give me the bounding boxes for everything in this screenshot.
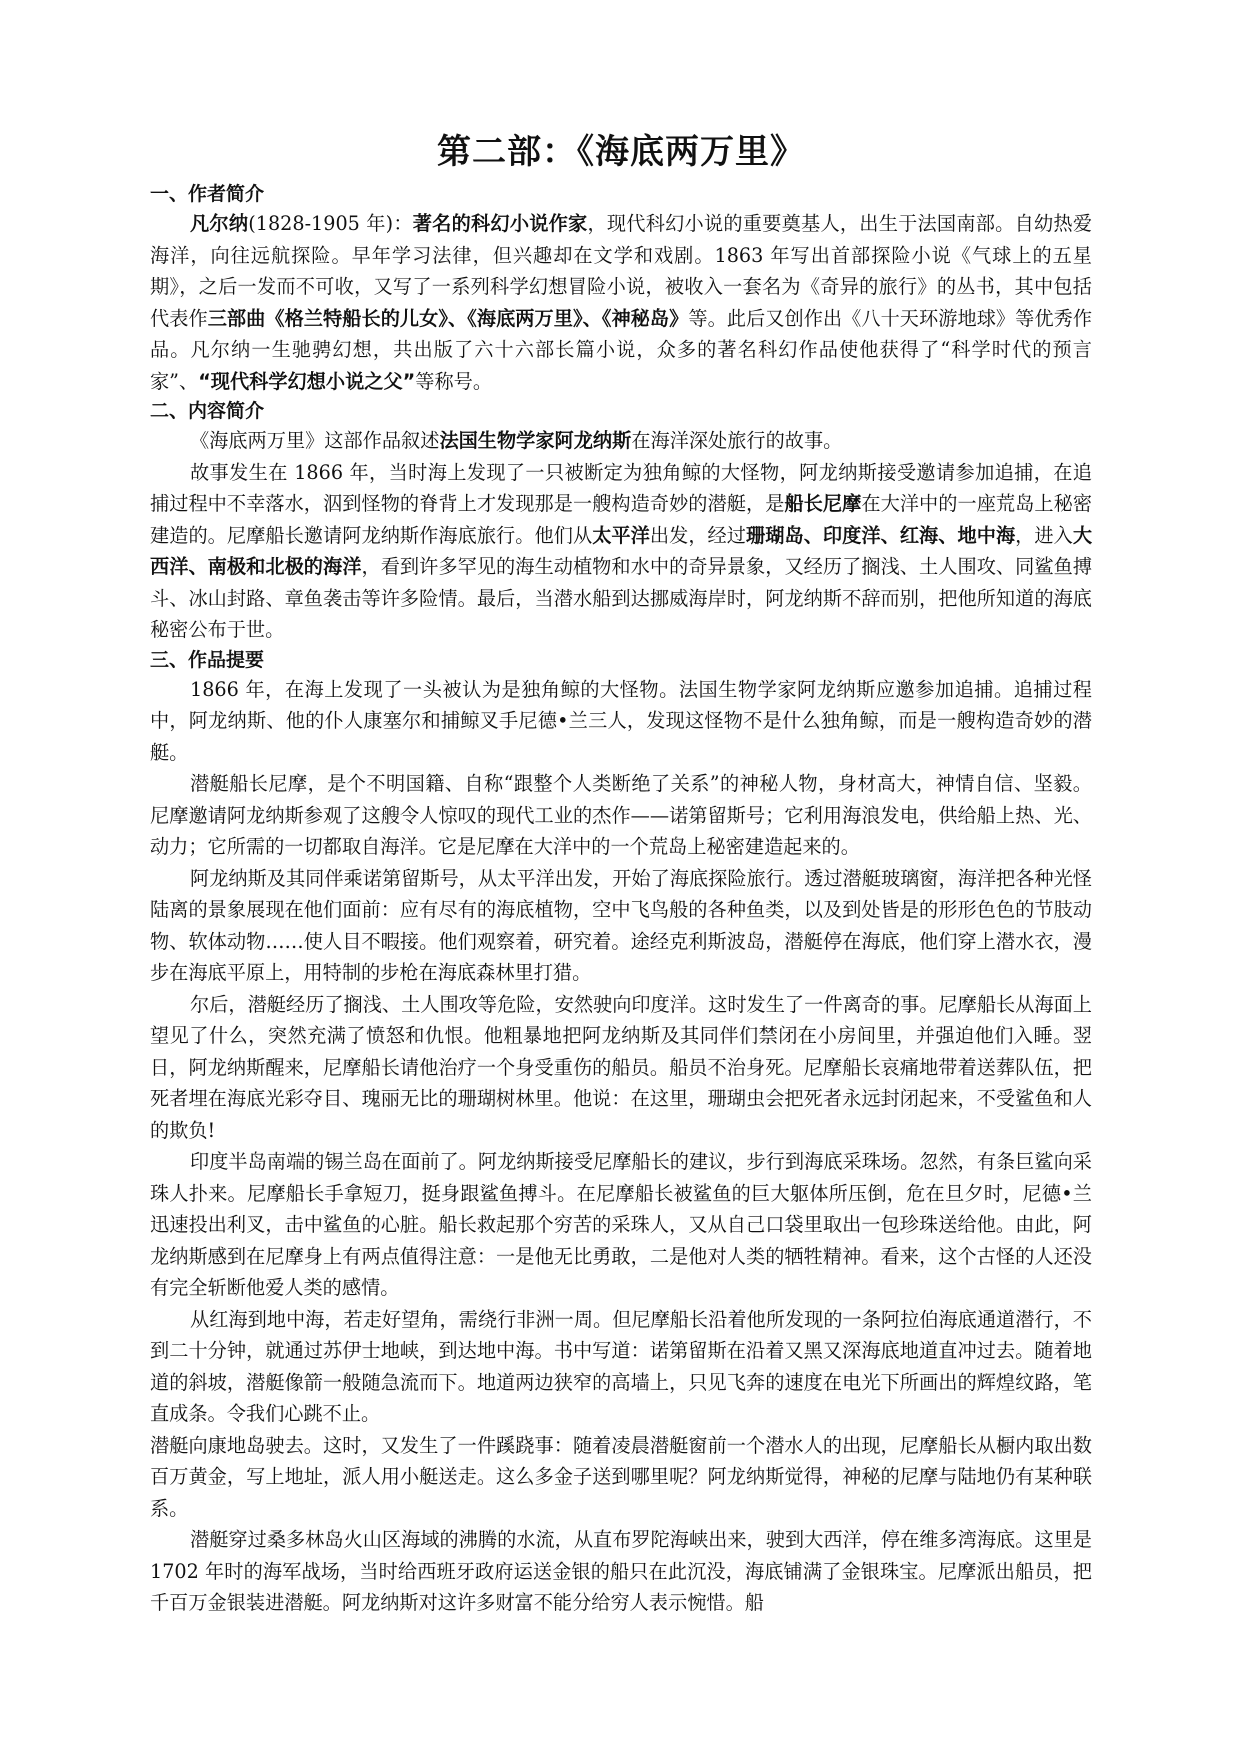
section-heading: 一、作者简介 (150, 183, 265, 205)
text-run: 《海底两万里》这部作品叙述 (190, 429, 440, 452)
text-run: 在海洋深处旅行的故事。 (631, 429, 843, 452)
paragraph (150, 425, 1092, 457)
text-run: 出发，经过 (649, 523, 747, 547)
text-run: ，现代科幻小说的重要奠基人，出生于法国南部。自幼热爱海洋，向往远航探险。早年学习法律，但兴趣却在文学和戏剧。1863 年写出首部探险小说《气球上的五星期》，之后一发而不可收，又写了一系列科学幻想冒险小说，被收入一套名为《奇异的旅行》的丛书，其中包括代表作 (150, 212, 1093, 330)
text-run: 等。此后又创作出《八十天环游地球》等优秀作品。凡尔纳一生驰骋幻想，共出版了六十六部长篇小说，众多的著名科幻作品使他获得了“科学时代的预言家”、 (150, 306, 1093, 393)
paragraph (150, 1146, 1092, 1304)
paragraph (150, 208, 1092, 397)
paragraph (150, 1524, 1092, 1619)
sections-container (150, 180, 1092, 1619)
bold-text: 太平洋 (592, 523, 650, 547)
paragraph (150, 457, 1092, 646)
text-run: 潜艇船长尼摩，是个不明国籍、自称“跟整个人类断绝了关系”的神秘人物，身材高大，神情自信、坚毅。尼摩邀请阿龙纳斯参观了这艘令人惊叹的现代工业的杰作——诺第留斯号；它利用海浪发电，供给船上热、光、动力；它所需的一切都取自海洋。它是尼摩在大洋中的一个荒岛上秘密建造起来的。 (150, 772, 1092, 858)
paragraph (150, 1304, 1092, 1430)
bold-text: 法国生物学家阿龙纳斯 (439, 429, 632, 452)
bold-text: 著名的科幻小说作家 (412, 212, 588, 235)
paragraph (150, 768, 1092, 863)
text-run: ，进入 (1015, 523, 1073, 547)
text-run: 从红海到地中海，若走好望角，需绕行非洲一周。但尼摩船长沿着他所发现的一条阿拉伯海底通道潜行，不到二十分钟，就通过苏伊士地峡，到达地中海。书中写道：诺第留斯在沿着又黑又深海底地道直冲过去。随着地道的斜坡，潜艇像箭一般随急流而下。地道两边狭窄的高墙上，只见飞奔的速度在电光下所画出的辉煌纹路，笔直成条。令我们心跳不止。 (150, 1307, 1092, 1425)
text-run: 故事发生在 1866 年，当时海上发现了一只被断定为独角鲸的大怪物，阿龙纳斯接受邀请参加追捕，在追捕过程中不幸落水，泅到怪物的脊背上才发现那是一艘构造奇妙的潜艇，是 (150, 460, 1092, 515)
section (150, 397, 1092, 646)
bold-text: 凡尔纳 (190, 212, 249, 235)
section-heading: 二、内容简介 (150, 400, 265, 422)
bold-text: 三部曲《格兰特船长的儿女》、《海底两万里》、《神秘岛》 (207, 306, 689, 330)
text-run: ，看到许多罕见的海生动植物和水中的奇异景象，又经历了搁浅、土人围攻、同鲨鱼搏斗、冰山封路、章鱼袭击等许多险情。最后，当潜水船到达挪威海岸时，阿龙纳斯不辞而别，把他所知道的海底秘密公布于世。 (150, 555, 1093, 641)
text-run: 尔后，潜艇经历了搁浅、土人围攻等危险，安然驶向印度洋。这时发生了一件离奇的事。尼摩船长从海面上望见了什么，突然充满了愤怒和仇恨。他粗暴地把阿龙纳斯及其同伴们禁闭在小房间里，并强迫他们入睡。翌日，阿龙纳斯醒来，尼摩船长请他治疗一个身受重伤的船员。船员不治身死。尼摩船长哀痛地带着送葬队伍，把死者埋在海底光彩夺目、瑰丽无比的珊瑚树林里。他说：在这里，珊瑚虫会把死者永远封闭起来，不受鲨鱼和人的欺负! (150, 992, 1092, 1142)
document-content (150, 128, 1092, 1619)
text-run: 1866 年，在海上发现了一头被认为是独角鲸的大怪物。法国生物学家阿龙纳斯应邀参加追捕。追捕过程中，阿龙纳斯、他的仆人康塞尔和捕鲸叉手尼德•兰三人，发现这怪物不是什么独角鲸，而是一艘构造奇妙的潜艇。 (150, 677, 1092, 764)
paragraph (150, 1430, 1092, 1525)
text-run: 潜艇向康地岛驶去。这时，又发生了一件蹊跷事：随着凌晨潜艇窗前一个潜水人的出现，尼摩船长从橱内取出数百万黄金，写上地址，派人用小艇送走。这么多金子送到哪里呢？阿龙纳斯觉得，神秘的尼摩与陆地仍有某种联系。 (150, 1433, 1092, 1520)
section (150, 646, 1092, 1619)
text-run: 在大洋中的一座荒岛上秘密建造的。尼摩船长邀请阿龙纳斯作海底旅行。他们从 (150, 492, 1093, 547)
paragraph (150, 863, 1092, 989)
bold-text: 船长尼摩 (784, 492, 862, 515)
text-run: 等称号。 (415, 369, 493, 393)
bold-text: 大西洋、南极和北极的海洋 (150, 523, 1093, 578)
text-run: 阿龙纳斯及其同伴乘诺第留斯号，从太平洋出发，开始了海底探险旅行。透过潜艇玻璃窗，海洋把各种光怪陆离的景象展现在他们面前：应有尽有的海底植物，空中飞鸟般的各种鱼类，以及到处皆是的形形色色的节肢动物、软体动物……使人目不暇接。他们观察着，研究着。途经克利斯波岛，潜艇停在海底，他们穿上潜水衣，漫步在海底平原上，用特制的步枪在海底森林里打猎。 (150, 866, 1092, 984)
text-run: (1828-1905 年)： (248, 212, 413, 235)
section (150, 180, 1092, 397)
text-run: 印度半岛南端的锡兰岛在面前了。阿龙纳斯接受尼摩船长的建议，步行到海底采珠场。忽然，有条巨鲨向采珠人扑来。尼摩船长手拿短刀，挺身跟鲨鱼搏斗。在尼摩船长被鲨鱼的巨大躯体所压倒，危在旦夕时，尼德•兰迅速投出利叉，击中鲨鱼的心脏。船长救起那个穷苦的采珠人，又从自己口袋里取出一包珍珠送给他。由此，阿龙纳斯感到在尼摩身上有两点值得注意：一是他无比勇敢，二是他对人类的牺牲精神。看来，这个古怪的人还没有完全斩断他爱人类的感情。 (150, 1150, 1092, 1299)
document-title: 第二部：《海底两万里》 (437, 132, 805, 172)
section-heading: 三、作品提要 (150, 648, 265, 671)
paragraph (150, 989, 1092, 1147)
bold-text: 珊瑚岛、印度洋、红海、地中海 (746, 523, 1016, 547)
bold-text: “现代科学幻想小说之父” (198, 369, 416, 393)
paragraph (150, 674, 1092, 769)
text-run: 潜艇穿过桑多林岛火山区海域的沸腾的水流，从直布罗陀海峡出来，驶到大西洋，停在维多湾海底。这里是 1702 年时的海军战场，当时给西班牙政府运送金银的船只在此沉没，海底铺满了金银珠宝。尼摩派出船员，把千百万金银装进潜艇。阿龙纳斯对这许多财富不能分给穷人表示惋惜。船 (150, 1528, 1092, 1614)
